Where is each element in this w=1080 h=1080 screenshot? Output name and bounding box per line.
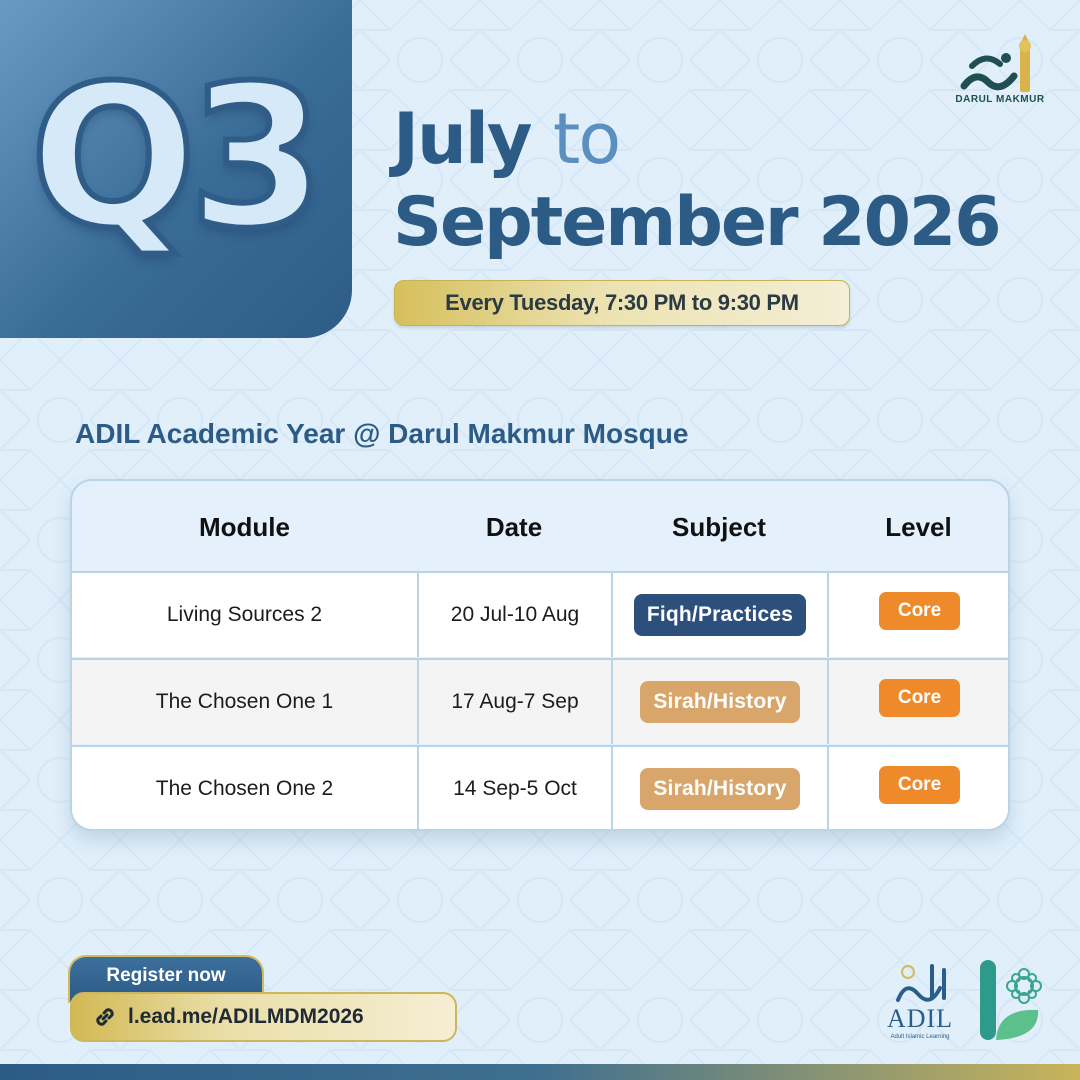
subject-cell	[611, 573, 827, 657]
darul-makmur-logo-text: DARUL MAKMUR	[955, 94, 1045, 105]
date-cell: 14 Sep-5 Oct	[417, 747, 611, 831]
subject-cell	[611, 660, 827, 744]
register-url: l.ead.me/ADILMDM2026	[128, 1005, 364, 1028]
date-cell: 20 Jul-10 Aug	[417, 573, 611, 657]
level-cell	[827, 747, 1010, 831]
level-badge: Core	[879, 679, 960, 717]
register-now-tab: Register now	[70, 957, 262, 1001]
date-cell: 17 Aug-7 Sep	[417, 660, 611, 744]
header-date: Date	[485, 511, 543, 542]
title-to: to	[552, 98, 620, 180]
module-cell: Living Sources 2	[166, 603, 323, 626]
schedule-badge: Every Tuesday, 7:30 PM to 9:30 PM	[394, 280, 850, 326]
table-row	[72, 658, 1008, 744]
level-badge: Core	[879, 766, 960, 804]
title-month-start: July	[393, 98, 531, 180]
quarter-label: Q3	[30, 44, 317, 272]
schedule-table	[70, 479, 1010, 831]
subject-badge: Sirah/History	[640, 768, 799, 810]
adil-logo-text: ADIL	[886, 1004, 954, 1033]
header-subject: Subject	[672, 511, 766, 542]
title-line-2: September 2026	[393, 183, 1000, 262]
register-link[interactable]	[70, 992, 457, 1042]
bottom-strip	[0, 1064, 1080, 1080]
adil-logo-subtext: Adult Islamic Learning	[890, 1034, 950, 1040]
table-row	[72, 745, 1008, 831]
title-line-1	[393, 96, 619, 182]
lead-leaf-logo-icon	[978, 958, 1048, 1042]
header-module: Module	[199, 511, 290, 542]
level-cell	[827, 573, 1010, 657]
link-icon	[92, 1004, 118, 1030]
adil-calligraphy-icon	[888, 960, 958, 1008]
subject-badge: Sirah/History	[640, 681, 799, 723]
header-level: Level	[885, 511, 952, 542]
module-cell: The Chosen One 1	[155, 690, 334, 713]
academic-year-subtitle: ADIL Academic Year @ Darul Makmur Mosque	[75, 418, 689, 449]
level-cell	[827, 660, 1010, 744]
level-badge: Core	[879, 592, 960, 630]
table-header	[72, 481, 1008, 573]
table-row	[72, 571, 1008, 657]
quarter-panel	[0, 0, 352, 338]
subject-badge: Fiqh/Practices	[634, 594, 806, 636]
module-cell: The Chosen One 2	[155, 777, 334, 800]
subject-cell	[611, 747, 827, 831]
